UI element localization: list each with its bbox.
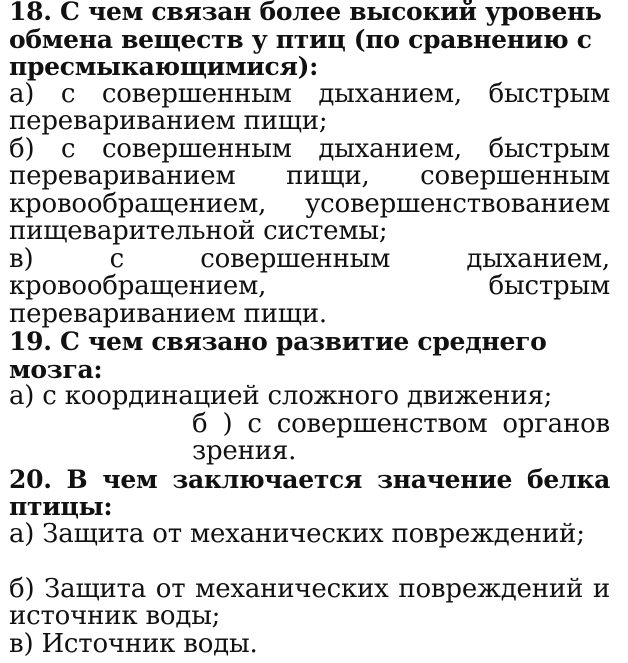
question-19-title: 19. С чем связано развитие среднего мозга: — [9, 327, 547, 384]
question-18-option-b: б) с совершенным дыханием, быстрым перевариванием пищи, совершенным кровообращением, усовершенствованием пищеварительной системы; — [9, 133, 610, 246]
question-19-option-b: б ) с совершенством органов зрения. — [192, 408, 610, 466]
question-20-option-a: а) Защита от механических повреждений; — [9, 518, 585, 549]
question-18-option-c: в) с совершенным дыханием, кровообращением, быстрым перевариванием пищи. — [9, 243, 610, 329]
question-18-title: 18. С чем связан более высокий уровень обмена веществ у птиц (по сравнению с пресмыкающимися): — [9, 0, 602, 81]
question-19-option-a: а) с координацией сложного движения; — [9, 381, 553, 411]
question-20-title: 20. В чем заключается значение белка птицы: — [9, 464, 610, 521]
blank-line — [9, 548, 610, 576]
question-20-option-c: в) Источник воды. — [9, 628, 258, 659]
question-20-option-b: б) Защита от механических повреждений и источник воды; — [9, 573, 610, 631]
question-18-option-a: а) с совершенным дыханием, быстрым перевариванием пищи; — [9, 78, 610, 136]
